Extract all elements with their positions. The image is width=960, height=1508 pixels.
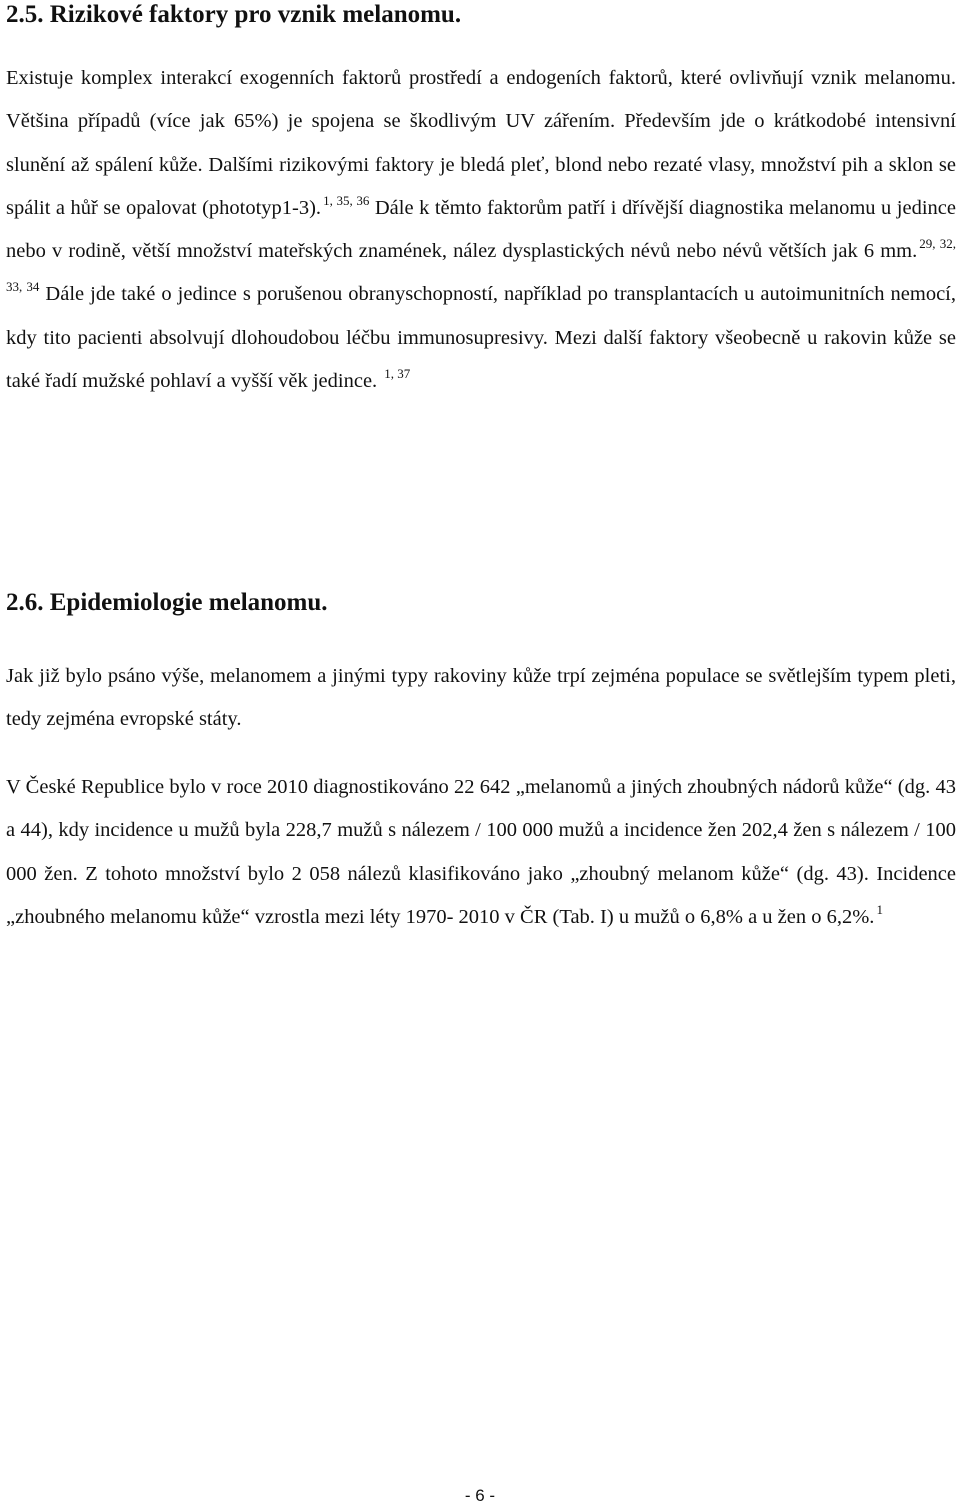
paragraph-incidence-cz [6,766,956,939]
paragraph-text: V České Republice bylo v roce 2010 diagnostikováno 22 642 „melanomů a jiných zhoubných nádorů kůže“ (dg. 43 a 44), kdy incidence u mužů byla 228,7 mužů s nálezem / 100 000 mužů a incidence žen 202,4 žen s nálezem / 100 000 žen. Z tohoto množství bylo 2 058 nálezů klasifikováno jako „zhoubný melanom kůže“ (dg. 43). Incidence „zhoubného melanomu kůže“ vzrostla mezi léty 1970- 2010 v ČR (Tab. I) u mužů o 6,8% a u žen o 6,2%. [6,776,956,928]
paragraph-text: Dále k těmto faktorům patří i dřívější diagnostika melanomu u jedince nebo v rodině, větší množství mateřských znamének, nález dysplastických névů nebo névů větších jak 6 mm. [6,196,956,263]
paragraph-text: Dále jde také o jedince s porušenou obranyschopností, například po transplantacích u autoimunitních nemocí, kdy tito pacienti absolvují dlohoudobou léčbu immunosupresivy. Mezi další faktory všeobecně u rakovin kůže se také řadí mužské pohlaví a vyšší věk jedince. [6,283,956,393]
citation-superscript: 29, 32, 33, 34 [6,236,956,295]
paragraph-risk-factors [6,57,956,403]
page-number: - 6 - [464,1486,496,1505]
citation-superscript: 1 [876,901,883,917]
paragraph-population: Jak již bylo psáno výše, melanomem a jinými typy rakoviny kůže trpí zejména populace se světlejším typem pleti, tedy zejména evropské státy. [6,665,956,731]
section-heading-risk-factors: 2.5. Rizikové faktory pro vznik melanomu. [6,1,462,28]
citation-superscript: 1, 37 [384,366,411,382]
citation-superscript: 1, 35, 36 [323,192,370,208]
paragraph-text: Existuje komplex interakcí exogenních faktorů prostředí a endogeních faktorů, které ovlivňují vznik melanomu. Většina případů (více jak 65%) je spojena se škodlivým UV zářením. Především jde o krátkodobé intensivní slunění až spálení kůže. Dalšími rizikovými faktory je bledá pleť, blond nebo rezaté vlasy, množství pih a sklon se spálit a hůř se opalovat (phototyp1-3). [6,67,956,219]
section-heading-epidemiology: 2.6. Epidemiologie melanomu. [6,589,328,616]
